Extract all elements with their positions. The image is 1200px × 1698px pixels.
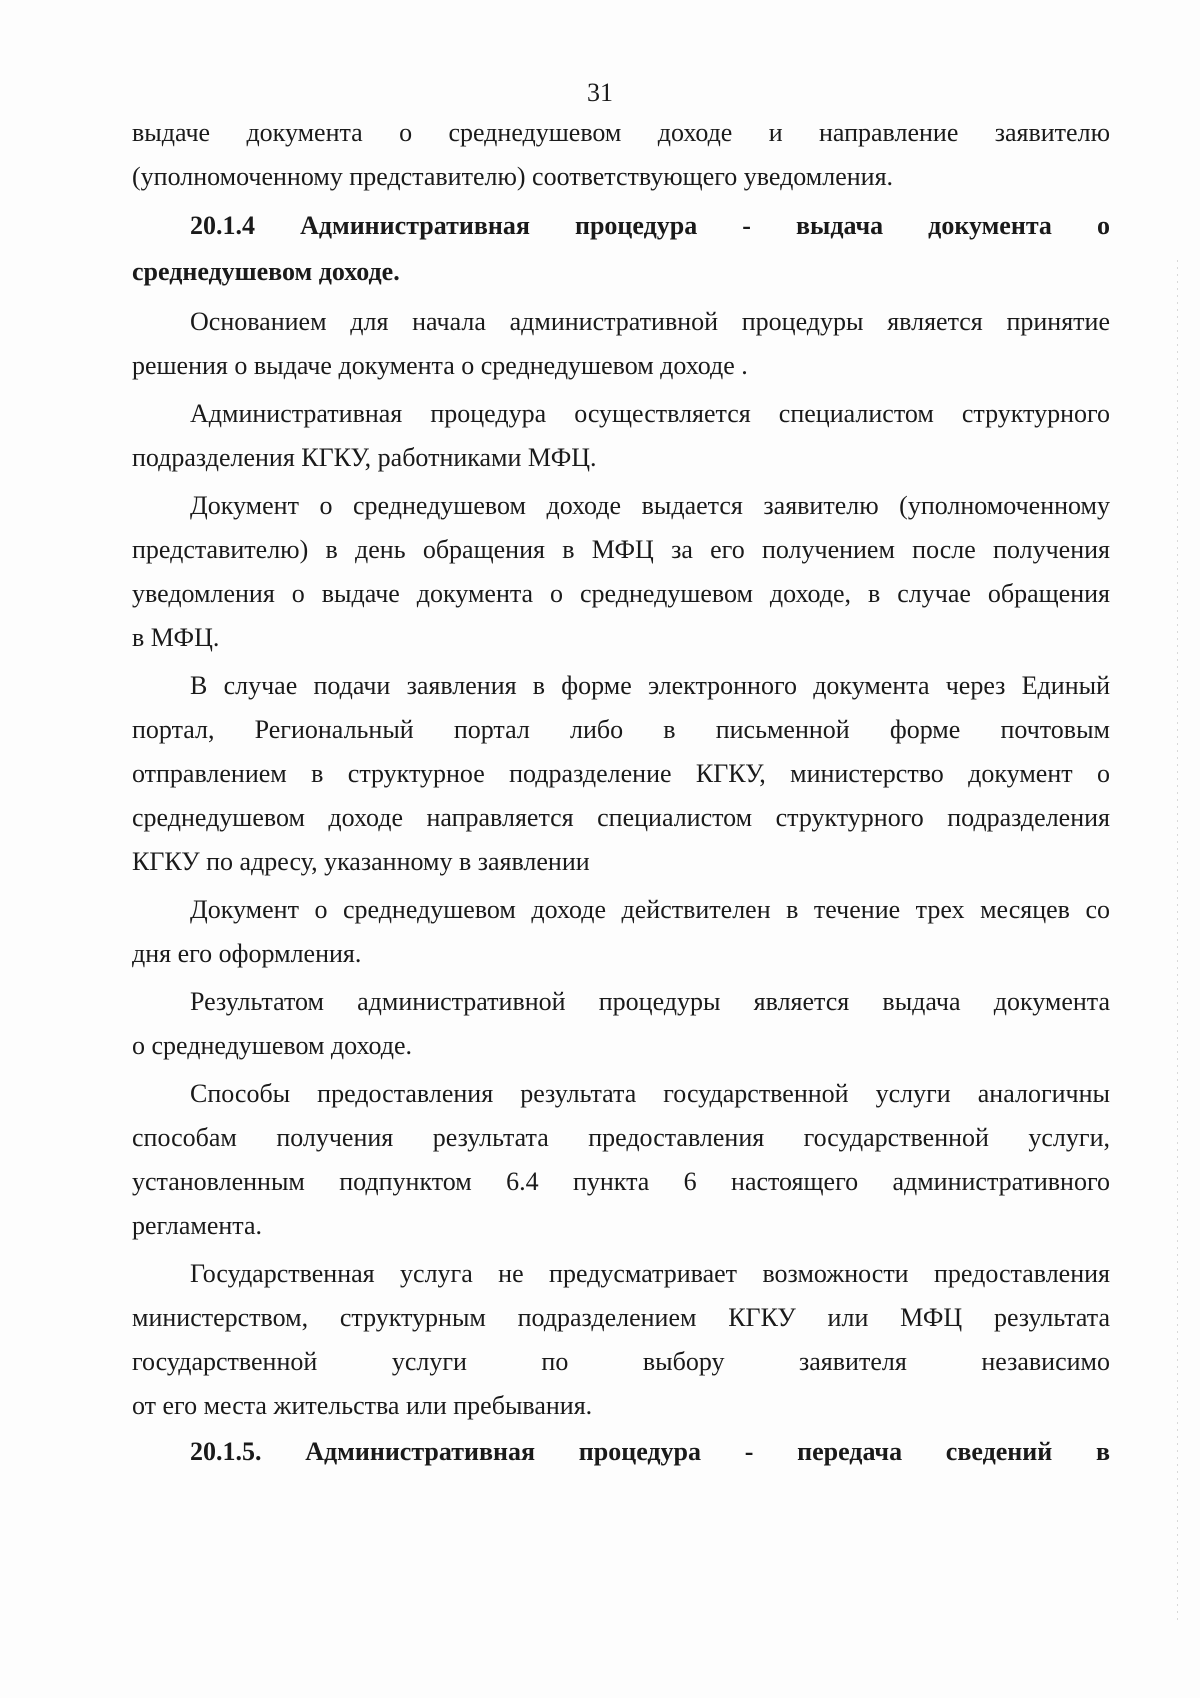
paragraph-line: КГКУ по адресу, указанному в заявлении	[132, 847, 590, 876]
section-heading-20-1-5: 20.1.5. Административная процедура - передача сведений в	[190, 1437, 1110, 1466]
paragraph-line: способам получения результата предоставления государственной услуги,	[132, 1123, 1110, 1152]
paragraph-line: министерством, структурным подразделением КГКУ или МФЦ результата	[132, 1303, 1110, 1332]
paragraph-line: Документ о среднедушевом доходе действителен в течение трех месяцев со	[190, 895, 1110, 924]
paragraph-line: выдаче документа о среднедушевом доходе и направление заявителю	[132, 118, 1110, 147]
paragraph-line: о среднедушевом доходе.	[132, 1031, 413, 1060]
paragraph-line: Способы предоставления результата государственной услуги аналогичны	[190, 1079, 1110, 1108]
paragraph-line: В случае подачи заявления в форме электронного документа через Единый	[190, 671, 1110, 700]
paragraph-line: в МФЦ.	[132, 623, 220, 652]
paragraph-line: подразделения КГКУ, работниками МФЦ.	[132, 443, 597, 472]
paragraph-line: Результатом административной процедуры является выдача документа	[190, 987, 1110, 1016]
paragraph-line: (уполномоченному представителю) соответствующего уведомления.	[132, 162, 894, 191]
scan-edge-artifact	[1177, 260, 1178, 1620]
paragraph-line: уведомления о выдаче документа о среднедушевом доходе, в случае обращения	[132, 579, 1110, 608]
paragraph-line: государственной услуги по выбору заявителя независимо	[132, 1347, 1110, 1376]
section-heading-20-1-4-cont: среднедушевом доходе.	[132, 257, 400, 286]
paragraph-line: портал, Региональный портал либо в письменной форме почтовым	[132, 715, 1110, 744]
paragraph-line: Документ о среднедушевом доходе выдается заявителю (уполномоченному	[190, 491, 1110, 520]
paragraph-line: решения о выдаче документа о среднедушевом доходе .	[132, 351, 748, 380]
page-number: 31	[587, 78, 613, 107]
paragraph-line: регламента.	[132, 1211, 263, 1240]
paragraph-line: от его места жительства или пребывания.	[132, 1391, 593, 1420]
paragraph-line: Основанием для начала административной процедуры является принятие	[190, 307, 1110, 336]
paragraph-line: дня его оформления.	[132, 939, 362, 968]
paragraph-line: Государственная услуга не предусматривает возможности предоставления	[190, 1259, 1110, 1288]
paragraph-line: Административная процедура осуществляется специалистом структурного	[190, 399, 1110, 428]
section-heading-20-1-4: 20.1.4 Административная процедура - выдача документа о	[190, 211, 1110, 240]
paragraph-line: среднедушевом доходе направляется специалистом структурного подразделения	[132, 803, 1110, 832]
paragraph-line: установленным подпунктом 6.4 пункта 6 настоящего административного	[132, 1167, 1110, 1196]
paragraph-line: отправлением в структурное подразделение КГКУ, министерство документ о	[132, 759, 1110, 788]
paragraph-line: представителю) в день обращения в МФЦ за его получением после получения	[132, 535, 1110, 564]
